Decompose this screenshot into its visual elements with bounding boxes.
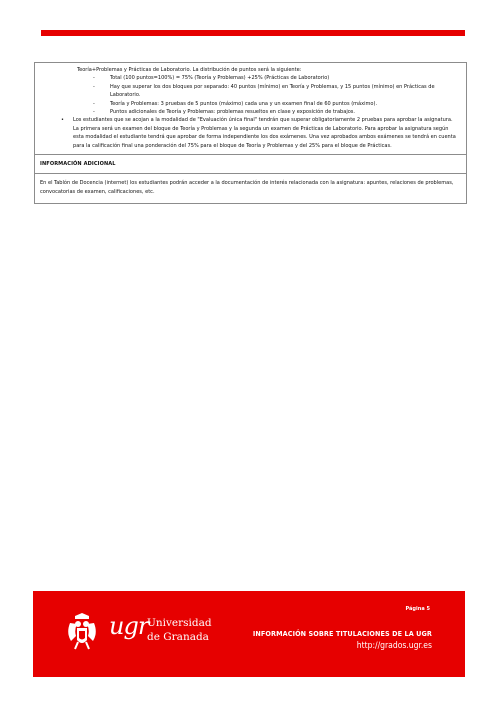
degree-info-title: INFORMACIÓN SOBRE TITULACIONES DE LA UGR	[252, 629, 432, 638]
header-red-rule	[41, 30, 465, 36]
footer-banner	[33, 591, 465, 677]
page-number: Página 5	[405, 606, 430, 612]
criteria-item: - Puntos adicionales de Teoría y Problemas: problemas resueltos en clase y exposición de trabajos.	[93, 108, 460, 116]
university-name-line2: de Granada	[147, 631, 209, 643]
single-evaluation-bullet: • Los estudiantes que se acojan a la modalidad de "Evaluación única final" tendrán que superar obligatoriamente 2 pruebas para aprobar la asignatura. La primera será un examen del bloque de Teoría y Problemas y la segunda un examen de Prácticas de Laboratorio. Para aprobar la asignatura según esta modalidad el estudiante tendrá que aprobar de forma independiente los dos exámenes. Una vez aprobados ambos exámenes se tendrá en cuenta para la calificación final una ponderación del 75% para el bloque de Teoría y Problemas y del 25% para el bloque de Prácticas.	[61, 116, 460, 150]
university-crest-icon	[65, 611, 99, 651]
additional-info-body: En el Tablón de Docencia (internet) los estudiantes podrán acceder a la documentación de interés relacionada con la asignatura: apuntes, relaciones de problemas, convocatorias de examen, calificaciones, etc.	[35, 174, 466, 204]
additional-info-heading: INFORMACIÓN ADICIONAL	[35, 155, 466, 174]
evaluation-section	[35, 63, 466, 155]
criteria-item: - Hay que superar los dos bloques por separado: 40 puntos (mínimo) en Teoría y Problemas, y 15 puntos (mínimo) en Prácticas de Laboratorio.	[93, 83, 460, 100]
criteria-item: - Total (100 puntos=100%) = 75% (Teoría y Problemas) +25% (Prácticas de Laboratorio)	[93, 74, 460, 82]
university-name-line1: Universidad	[147, 617, 212, 629]
evaluation-criteria-list	[41, 74, 460, 116]
ugr-logo: ugr	[109, 612, 149, 640]
criteria-item: - Teoría y Problemas: 3 pruebas de 5 puntos (máximo) cada una y un examen final de 60 puntos (máximo).	[93, 100, 460, 108]
degree-info-url[interactable]: http://grados.ugr.es	[356, 641, 432, 651]
content-table	[34, 62, 467, 204]
single-evaluation-list	[41, 116, 460, 150]
evaluation-intro: Teoría+Problemas y Prácticas de Laboratorio. La distribución de puntos será la siguiente:	[77, 67, 302, 73]
university-name	[147, 616, 212, 644]
